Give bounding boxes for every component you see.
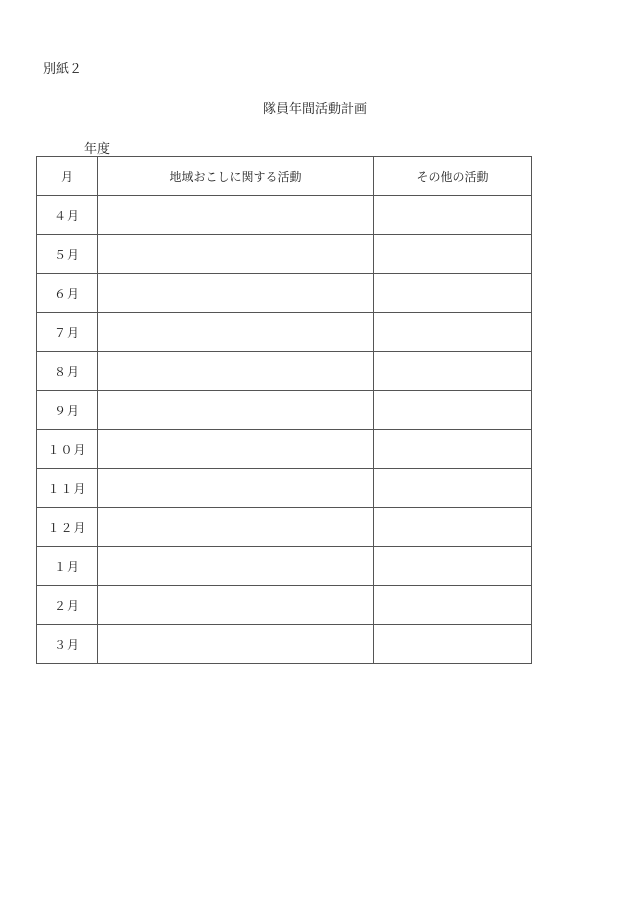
month-cell: １２月 bbox=[37, 508, 98, 547]
regional-activity-cell[interactable] bbox=[98, 391, 374, 430]
regional-activity-cell[interactable] bbox=[98, 313, 374, 352]
table-row bbox=[37, 625, 532, 664]
table-row bbox=[37, 508, 532, 547]
month-cell: ２月 bbox=[37, 586, 98, 625]
column-header-regional-activities: 地域おこしに関する活動 bbox=[98, 157, 374, 196]
regional-activity-cell[interactable] bbox=[98, 508, 374, 547]
month-cell: ７月 bbox=[37, 313, 98, 352]
month-cell: ６月 bbox=[37, 274, 98, 313]
table-row bbox=[37, 430, 532, 469]
table-row bbox=[37, 469, 532, 508]
table-header-row bbox=[37, 157, 532, 196]
table-row bbox=[37, 313, 532, 352]
other-activity-cell[interactable] bbox=[374, 547, 532, 586]
regional-activity-cell[interactable] bbox=[98, 547, 374, 586]
table-row bbox=[37, 196, 532, 235]
other-activity-cell[interactable] bbox=[374, 196, 532, 235]
other-activity-cell[interactable] bbox=[374, 469, 532, 508]
month-cell: ９月 bbox=[37, 391, 98, 430]
table-row bbox=[37, 391, 532, 430]
column-header-month: 月 bbox=[37, 157, 98, 196]
regional-activity-cell[interactable] bbox=[98, 352, 374, 391]
fiscal-year-label: 年度 bbox=[84, 142, 111, 157]
page-title bbox=[0, 98, 630, 117]
table-row bbox=[37, 352, 532, 391]
month-cell: ３月 bbox=[37, 625, 98, 664]
other-activity-cell[interactable] bbox=[374, 235, 532, 274]
table-row bbox=[37, 547, 532, 586]
regional-activity-cell[interactable] bbox=[98, 235, 374, 274]
other-activity-cell[interactable] bbox=[374, 391, 532, 430]
other-activity-cell[interactable] bbox=[374, 352, 532, 391]
regional-activity-cell[interactable] bbox=[98, 625, 374, 664]
table-body bbox=[37, 196, 532, 664]
other-activity-cell[interactable] bbox=[374, 508, 532, 547]
other-activity-cell[interactable] bbox=[374, 625, 532, 664]
other-activity-cell[interactable] bbox=[374, 274, 532, 313]
month-cell: ５月 bbox=[37, 235, 98, 274]
regional-activity-cell[interactable] bbox=[98, 469, 374, 508]
page-title-text: 隊員年間活動計画 bbox=[262, 102, 367, 117]
table-row bbox=[37, 274, 532, 313]
other-activity-cell[interactable] bbox=[374, 313, 532, 352]
month-cell: ４月 bbox=[37, 196, 98, 235]
other-activity-cell[interactable] bbox=[374, 586, 532, 625]
month-cell: １月 bbox=[37, 547, 98, 586]
table-row bbox=[37, 235, 532, 274]
month-cell: ８月 bbox=[37, 352, 98, 391]
attachment-label: 別紙２ bbox=[43, 62, 83, 77]
regional-activity-cell[interactable] bbox=[98, 586, 374, 625]
regional-activity-cell[interactable] bbox=[98, 274, 374, 313]
month-cell: １０月 bbox=[37, 430, 98, 469]
regional-activity-cell[interactable] bbox=[98, 430, 374, 469]
column-header-other-activities: その他の活動 bbox=[374, 157, 532, 196]
regional-activity-cell[interactable] bbox=[98, 196, 374, 235]
other-activity-cell[interactable] bbox=[374, 430, 532, 469]
table-row bbox=[37, 586, 532, 625]
activity-plan-table bbox=[36, 156, 532, 664]
month-cell: １１月 bbox=[37, 469, 98, 508]
